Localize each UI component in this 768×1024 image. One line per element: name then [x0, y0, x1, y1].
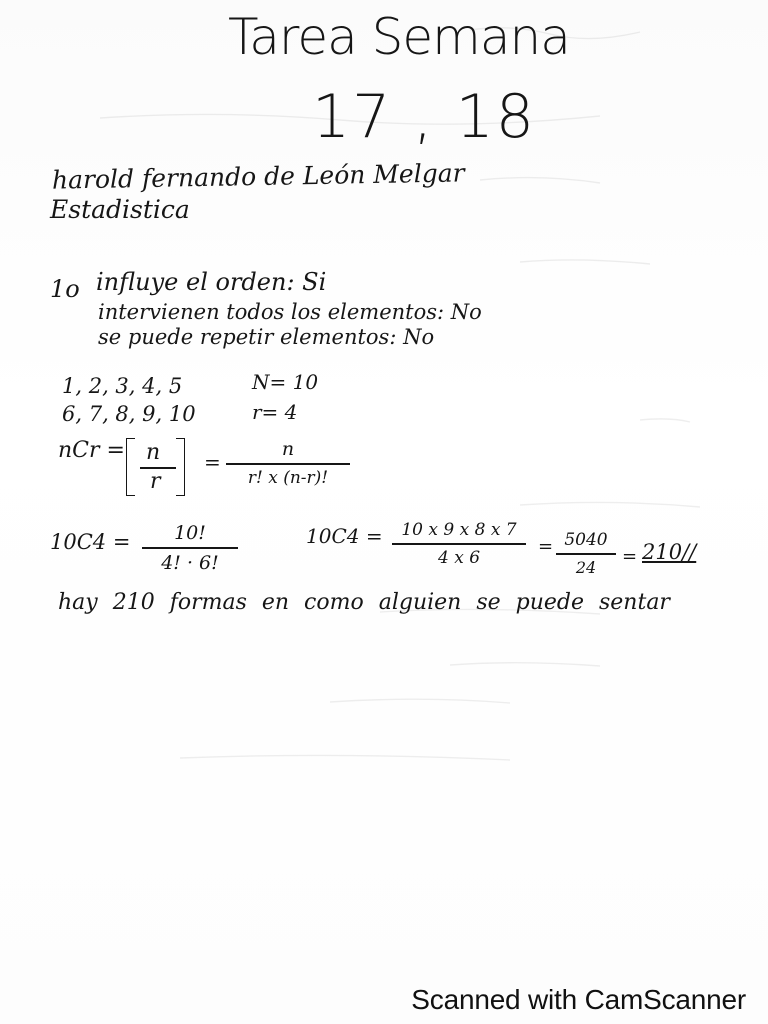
- page-title-line-2: 17 , 18: [312, 82, 536, 152]
- calc2-numerator: 10 x 9 x 8 x 7: [401, 520, 517, 540]
- question-all-elements: intervienen todos los elementos: No: [98, 300, 482, 324]
- r-value: r= 4: [252, 400, 298, 424]
- binomial-bracket-left: [126, 438, 135, 496]
- formula-denominator: r! x (n-r)!: [247, 467, 329, 488]
- scanner-watermark: Scanned with CamScanner: [411, 984, 746, 1015]
- binomial-bracket-right: [176, 438, 185, 496]
- formula-fraction: [226, 438, 350, 488]
- calc2-lhs: 10C4 =: [306, 524, 383, 548]
- calc2-denominator: 4 x 6: [437, 547, 481, 568]
- calc2-fraction: [392, 520, 526, 568]
- calc1-numerator: 10!: [174, 522, 206, 544]
- fraction-bar: [556, 553, 616, 555]
- calc1-fraction: [142, 522, 238, 574]
- calc2-equals-2: =: [622, 546, 638, 567]
- problem-number: 1o: [50, 275, 80, 303]
- calc2-fraction-2: [556, 530, 616, 577]
- fraction-bar: [226, 463, 350, 465]
- elements-row-1: 1, 2, 3, 4, 5: [62, 374, 183, 398]
- question-order: influye el orden: Si: [96, 268, 327, 296]
- fraction-bar: [142, 547, 238, 549]
- student-name: harold fernando de León Melgar: [51, 158, 465, 195]
- elements-row-2: 6, 7, 8, 9, 10: [62, 402, 196, 426]
- conclusion-text: hay 210 formas en como alguien se puede sentar: [58, 590, 670, 615]
- calc1-lhs: 10C4 =: [50, 530, 131, 554]
- n-value: N= 10: [252, 370, 319, 394]
- question-repeat: se puede repetir elementos: No: [98, 325, 435, 349]
- binomial-top: n: [146, 440, 161, 465]
- course-name: Estadistica: [50, 195, 190, 224]
- calc2-equals: =: [538, 536, 554, 557]
- fraction-bar: [392, 543, 526, 545]
- calc2-numerator-2: 5040: [564, 530, 608, 550]
- calc2-denominator-2: 24: [575, 557, 597, 577]
- formula-numerator: n: [281, 438, 295, 460]
- binomial-bottom: r: [150, 469, 161, 494]
- final-result: 210//: [642, 540, 697, 564]
- page-title-line-1: Tarea Semana: [228, 8, 570, 66]
- calc1-denominator: 4! · 6!: [161, 551, 219, 574]
- formula-equals: =: [204, 450, 221, 474]
- formula-lhs: nCr =: [58, 438, 125, 463]
